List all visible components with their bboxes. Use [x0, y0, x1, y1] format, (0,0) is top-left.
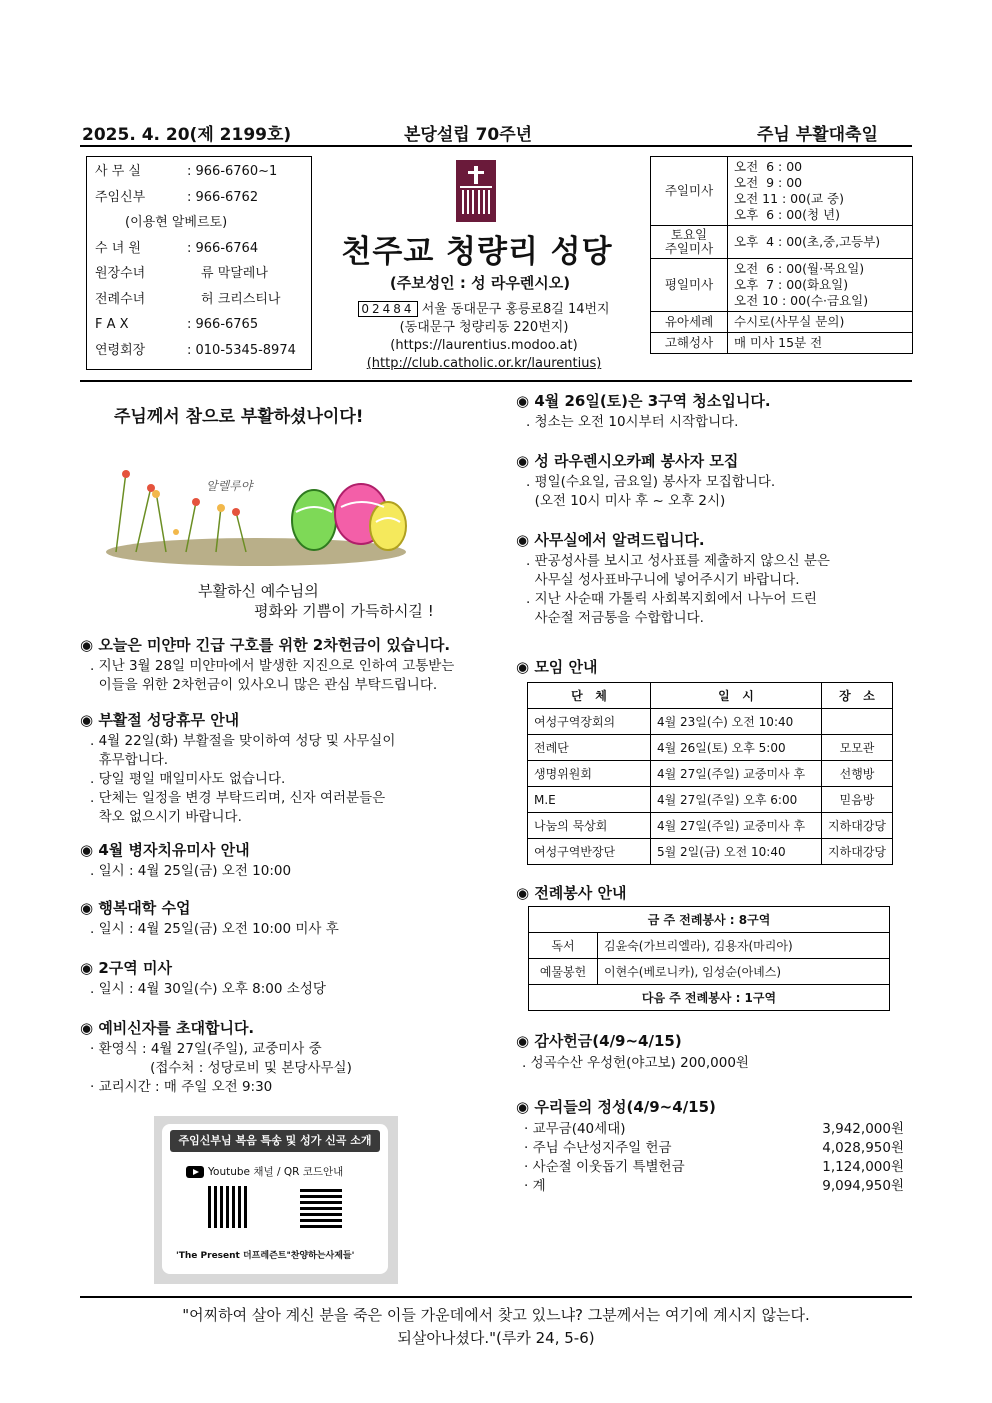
announcement: [80, 839, 500, 881]
mass-label: 고해성사: [651, 333, 728, 354]
meetings-cell: 지하대강당: [822, 839, 893, 865]
offering-row: [524, 1158, 904, 1177]
left-announcements: [80, 634, 500, 1105]
announcement-title-text: 예비신자를 초대합니다.: [98, 1019, 255, 1037]
website-1[interactable]: (https://laurentius.modoo.at): [390, 338, 578, 353]
announcement-title-text: 사무실에서 알려드립니다.: [534, 531, 705, 549]
announcement: [516, 390, 916, 432]
offering-label: · 교무금(40세대): [524, 1121, 626, 1137]
bullet-icon: ◉: [80, 841, 99, 859]
feast-day: 주님 부활대축일: [757, 125, 878, 145]
footer-quote-line-2: 되살아나셨다."(루카 24, 5-6): [397, 1329, 595, 1347]
mass-time: 매 미사 15분 전: [734, 335, 823, 350]
announcement-line: 사무실 성사표바구니에 넣어주시기 바랍니다.: [526, 572, 800, 588]
meetings-header: [528, 683, 893, 709]
easter-heading: 주님께서 참으로 부활하셨나이다!: [114, 407, 364, 427]
announcement: [80, 1017, 500, 1097]
announcement: [516, 529, 916, 628]
announcement-line: . 지난 사순때 가톨릭 사회복지회에서 나누어 드린: [526, 591, 817, 607]
contact-value: : 010-5345-8974: [187, 342, 296, 358]
mass-label: 주일미사: [651, 157, 728, 226]
meetings-cell: 생명위원회: [528, 761, 651, 787]
mass-times: [728, 259, 913, 312]
offering-row: [524, 1120, 904, 1139]
announcement-title: [516, 529, 916, 550]
meetings-row: [528, 787, 893, 813]
announcement-line: . 4월 22일(화) 부활절을 맞이하여 성당 및 사무실이: [90, 733, 396, 749]
bullet-icon: ◉: [516, 531, 535, 549]
church-name: 천주교 청량리 성당: [341, 234, 613, 270]
thanks-line: . 성곡수산 우성헌(야고보) 200,000원: [522, 1055, 749, 1071]
mass-time: 수시로(사무실 문의): [734, 314, 845, 329]
contact-label: 원장수녀: [95, 266, 146, 281]
contact-row: [95, 159, 303, 185]
announcement-line: . 지난 3월 28일 미얀마에서 발생한 지진으로 인하여 고통받는: [90, 658, 455, 674]
mass-row: [651, 312, 913, 333]
announcement-title-text: 2구역 미사: [98, 959, 172, 977]
meetings-title: ◉ 모임 안내: [516, 658, 598, 676]
offering-title: ◉ 우리들의 정성(4/9~4/15): [516, 1098, 716, 1116]
announcement-line: 휴무합니다.: [90, 752, 169, 768]
address: 서울 동대문구 홍릉로8길 14번지: [421, 302, 610, 317]
promo-panel: [162, 1124, 388, 1274]
meetings-cell: M.E: [528, 787, 651, 813]
address-block: [334, 300, 634, 373]
meetings-cell: 나눔의 묵상회: [528, 813, 651, 839]
announcement-line: . 청소는 오전 10시부터 시작합니다.: [526, 414, 739, 430]
announcement-title: [80, 839, 500, 860]
easter-greeting-2: 평화와 기쁨이 가득하시길 !: [254, 602, 434, 620]
contact-row: [95, 210, 303, 236]
mass-time: 오후 6 : 00(청 년): [734, 207, 840, 222]
bullet-icon: ◉: [80, 959, 99, 977]
meetings-cell: 4월 23일(수) 오전 10:40: [651, 709, 822, 735]
meetings-header-cell: 단 체: [528, 683, 651, 709]
liturgy-title: ◉ 전례봉사 안내: [516, 884, 627, 902]
bullet-icon: ◉: [80, 1019, 99, 1037]
liturgy-names: 김윤숙(가브리엘라), 김용자(마리아): [598, 933, 890, 959]
mass-time: 오전 6 : 00: [734, 159, 803, 174]
qr-code-icon[interactable]: [208, 1186, 250, 1228]
meetings-row: [528, 709, 893, 735]
qr-label-left: 'The Present 더프레즌트': [176, 1251, 290, 1261]
meetings-header-cell: 장 소: [822, 683, 893, 709]
contact-row: [95, 261, 303, 287]
announcement-title-text: 오늘은 미얀마 긴급 구호를 위한 2차헌금이 있습니다.: [98, 636, 451, 654]
mass-row: [651, 157, 913, 226]
mass-times: [728, 157, 913, 226]
mass-label: 평일미사: [651, 259, 728, 312]
contact-value: : 966-6760~1: [187, 164, 278, 179]
old-address: (동대문구 청량리동 220번지): [399, 320, 569, 335]
contact-label: [95, 210, 125, 236]
contact-row: [95, 236, 303, 262]
meetings-row: [528, 839, 893, 865]
mass-row: [651, 333, 913, 354]
meetings-header-cell: 일 시: [651, 683, 822, 709]
bullet-icon: ◉: [80, 711, 99, 729]
announcement-title: [80, 957, 500, 978]
meetings-cell: 4월 27일(주일) 교중미사 후: [651, 813, 822, 839]
announcement-line: 이들을 위한 2차헌금이 있사오니 많은 관심 부탁드립니다.: [90, 677, 438, 693]
youtube-icon: [186, 1166, 204, 1178]
meetings-cell: 지하대강당: [822, 813, 893, 839]
meetings-cell: 5월 2일(금) 오전 10:40: [651, 839, 822, 865]
offering-row: [524, 1177, 904, 1196]
announcement-title-text: 부활절 성당휴무 안내: [98, 711, 240, 729]
promo-banner: [154, 1116, 398, 1284]
announcement-line: (접수처 : 성당로비 및 본당사무실): [90, 1060, 352, 1076]
announcement-title-text: 4월 26일(토)은 3구역 청소입니다.: [534, 392, 771, 410]
offering-amount: 1,124,000원: [822, 1159, 904, 1175]
bullet-icon: ◉: [80, 636, 99, 654]
right-announcements: [516, 390, 916, 646]
mass-times: [728, 333, 913, 354]
announcement-line: · 환영식 : 4월 27일(주일), 교중미사 중: [90, 1041, 322, 1057]
top-rule: [80, 145, 912, 147]
anniversary: 본당설립 70주년: [404, 125, 533, 145]
offering-amount: 3,942,000원: [822, 1121, 904, 1137]
mass-label: 토요일 주일미사: [651, 226, 728, 259]
contact-value: : 966-6765: [187, 317, 259, 332]
meetings-row: [528, 813, 893, 839]
announcement-line: . 단체는 일정을 변경 부탁드리며, 신자 여러분들은: [90, 790, 386, 806]
announcement-title-text: 성 라우렌시오카페 봉사자 모집: [534, 452, 739, 470]
mass-row: [651, 259, 913, 312]
meetings-cell: 모모관: [822, 735, 893, 761]
contact-row: [95, 338, 303, 364]
meetings-cell: 4월 27일(주일) 교중미사 후: [651, 761, 822, 787]
announcement-title-text: 4월 병자치유미사 안내: [98, 841, 250, 859]
announcement-line: 사순절 저금통을 수합합니다.: [526, 610, 704, 626]
meetings-cell: 여성구역장회의: [528, 709, 651, 735]
mass-time: 오후 7 : 00(화요일): [734, 277, 849, 292]
offering-label: · 주님 수난성지주일 헌금: [524, 1140, 672, 1156]
announcement-title: [80, 897, 500, 918]
meetings-cell: 4월 27일(주일) 오후 6:00: [651, 787, 822, 813]
promo-title: 주임신부님 복음 특송 및 성가 신곡 소개: [170, 1130, 380, 1152]
easter-greeting-1: 부활하신 예수님의: [198, 582, 319, 600]
bullet-icon: ◉: [516, 392, 535, 410]
announcement: [80, 634, 500, 695]
offering-amount: 9,094,950원: [822, 1178, 904, 1194]
mass-time: 오전 6 : 00(월·목요일): [734, 261, 865, 276]
issue-date: 2025. 4. 20(제 2199호): [82, 125, 292, 145]
offering-label: · 계: [524, 1178, 546, 1194]
announcement-title: [80, 634, 500, 655]
meetings-cell: 믿음방: [822, 787, 893, 813]
offering-amount: 4,028,950원: [822, 1140, 904, 1156]
meetings-cell: [822, 709, 893, 735]
announcement: [80, 897, 500, 939]
announcement-title: [516, 450, 916, 471]
qr-label-right: '찬양하는사제들': [288, 1251, 355, 1261]
liturgy-names: 이현수(베로니카), 임성순(아녜스): [598, 959, 890, 985]
bullet-icon: ◉: [516, 452, 535, 470]
mass-label: 유아세례: [651, 312, 728, 333]
contact-label: 연령회장: [95, 342, 146, 358]
announcement-line: · 교리시간 : 매 주일 오전 9:30: [90, 1079, 273, 1095]
announcement: [80, 709, 500, 827]
meetings-table: [527, 682, 893, 865]
easter-eggs-image: [96, 452, 426, 572]
thanks-title: ◉ 감사헌금(4/9~4/15): [516, 1032, 682, 1050]
patron-saint: (주보성인 : 성 라우렌시오): [389, 274, 571, 292]
section-rule: [80, 380, 912, 382]
offering-label: · 사순절 이웃돕기 특별헌금: [524, 1159, 685, 1175]
contact-value: (이용현 알베르토): [125, 215, 228, 230]
announcement-line: . 당일 평일 매일미사도 없습니다.: [90, 771, 286, 787]
contact-label: 주임신부: [95, 189, 146, 205]
mass-time: 오전 9 : 00: [734, 175, 803, 190]
meetings-cell: 전례단: [528, 735, 651, 761]
contact-row: [95, 287, 303, 313]
contact-value: : 966-6762: [187, 189, 259, 205]
church-logo-icon: [456, 160, 496, 222]
contacts-box: [86, 156, 312, 370]
liturgy-this-week: 금 주 전례봉사 : 8구역: [529, 907, 890, 933]
contact-value: : 966-6764: [187, 240, 259, 256]
contact-label: 사 무 실: [95, 164, 141, 179]
postcode: 02484: [358, 301, 417, 317]
contact-value: 허 크리스티나: [201, 291, 281, 307]
meetings-cell: 선행방: [822, 761, 893, 787]
announcement-line: . 판공성사를 보시고 성사표를 제출하지 않으신 분은: [526, 553, 830, 569]
offering-row: [524, 1139, 904, 1158]
contact-row: [95, 312, 303, 338]
meetings-row: [528, 735, 893, 761]
announcement-line: 착오 없으시기 바랍니다.: [90, 809, 242, 825]
mass-time: 오전 10 : 00(수·금요일): [734, 293, 869, 308]
contact-label: 전례수녀: [95, 291, 146, 307]
announcement-line: . 일시 : 4월 25일(금) 오전 10:00: [90, 863, 292, 879]
announcement-title-text: 행복대학 수업: [98, 899, 191, 917]
announcement: [516, 450, 916, 511]
contact-value: 류 막달레나: [201, 266, 268, 281]
contact-row: [95, 185, 303, 211]
mass-schedule: [650, 156, 913, 354]
meetings-row: [528, 761, 893, 787]
announcement-line: . 일시 : 4월 30일(수) 오후 8:00 소성당: [90, 981, 326, 997]
promo-subtitle-row: [186, 1164, 343, 1179]
liturgy-table: [528, 906, 890, 1011]
footer-quote: [80, 1304, 912, 1350]
bullet-icon: ◉: [80, 899, 99, 917]
footer-rule: [80, 1296, 912, 1298]
mass-row: [651, 226, 913, 259]
announcement-title: [516, 390, 916, 411]
mass-time: 오전 11 : 00(교 중): [734, 191, 844, 206]
offering-list: [524, 1120, 906, 1196]
contact-label: 수 녀 원: [95, 240, 141, 256]
announcement-line: (오전 10시 미사 후 ~ 오후 2시): [526, 493, 726, 509]
meetings-cell: 4월 26일(토) 오후 5:00: [651, 735, 822, 761]
mass-times: [728, 226, 913, 259]
announcement: [80, 957, 500, 999]
announcement-line: . 평일(수요일, 금요일) 봉사자 모집합니다.: [526, 474, 776, 490]
announcement-title: [80, 709, 500, 730]
mass-times: [728, 312, 913, 333]
contact-label: F A X: [95, 317, 129, 332]
website-2[interactable]: (http://club.catholic.or.kr/laurentius): [366, 356, 602, 371]
footer-quote-line-1: "어찌하여 살아 계신 분을 죽은 이들 가운데에서 찾고 있느냐? 그분께서는 여기에 계시지 않는다.: [182, 1306, 810, 1324]
announcement-title: [80, 1017, 500, 1038]
liturgy-role: 독서: [529, 933, 598, 959]
liturgy-next-week: 다음 주 전례봉사 : 1구역: [529, 985, 890, 1011]
mass-time: 오후 4 : 00(초,중,고등부): [734, 234, 881, 249]
meetings-cell: 여성구역반장단: [528, 839, 651, 865]
qr-code-icon[interactable]: [300, 1186, 342, 1228]
liturgy-role: 예물봉헌: [529, 959, 598, 985]
alleluia-text: 알렐루야: [206, 479, 253, 493]
announcement-line: . 일시 : 4월 25일(금) 오전 10:00 미사 후: [90, 921, 339, 937]
promo-subtitle: Youtube 채널 / QR 코드안내: [208, 1166, 344, 1178]
